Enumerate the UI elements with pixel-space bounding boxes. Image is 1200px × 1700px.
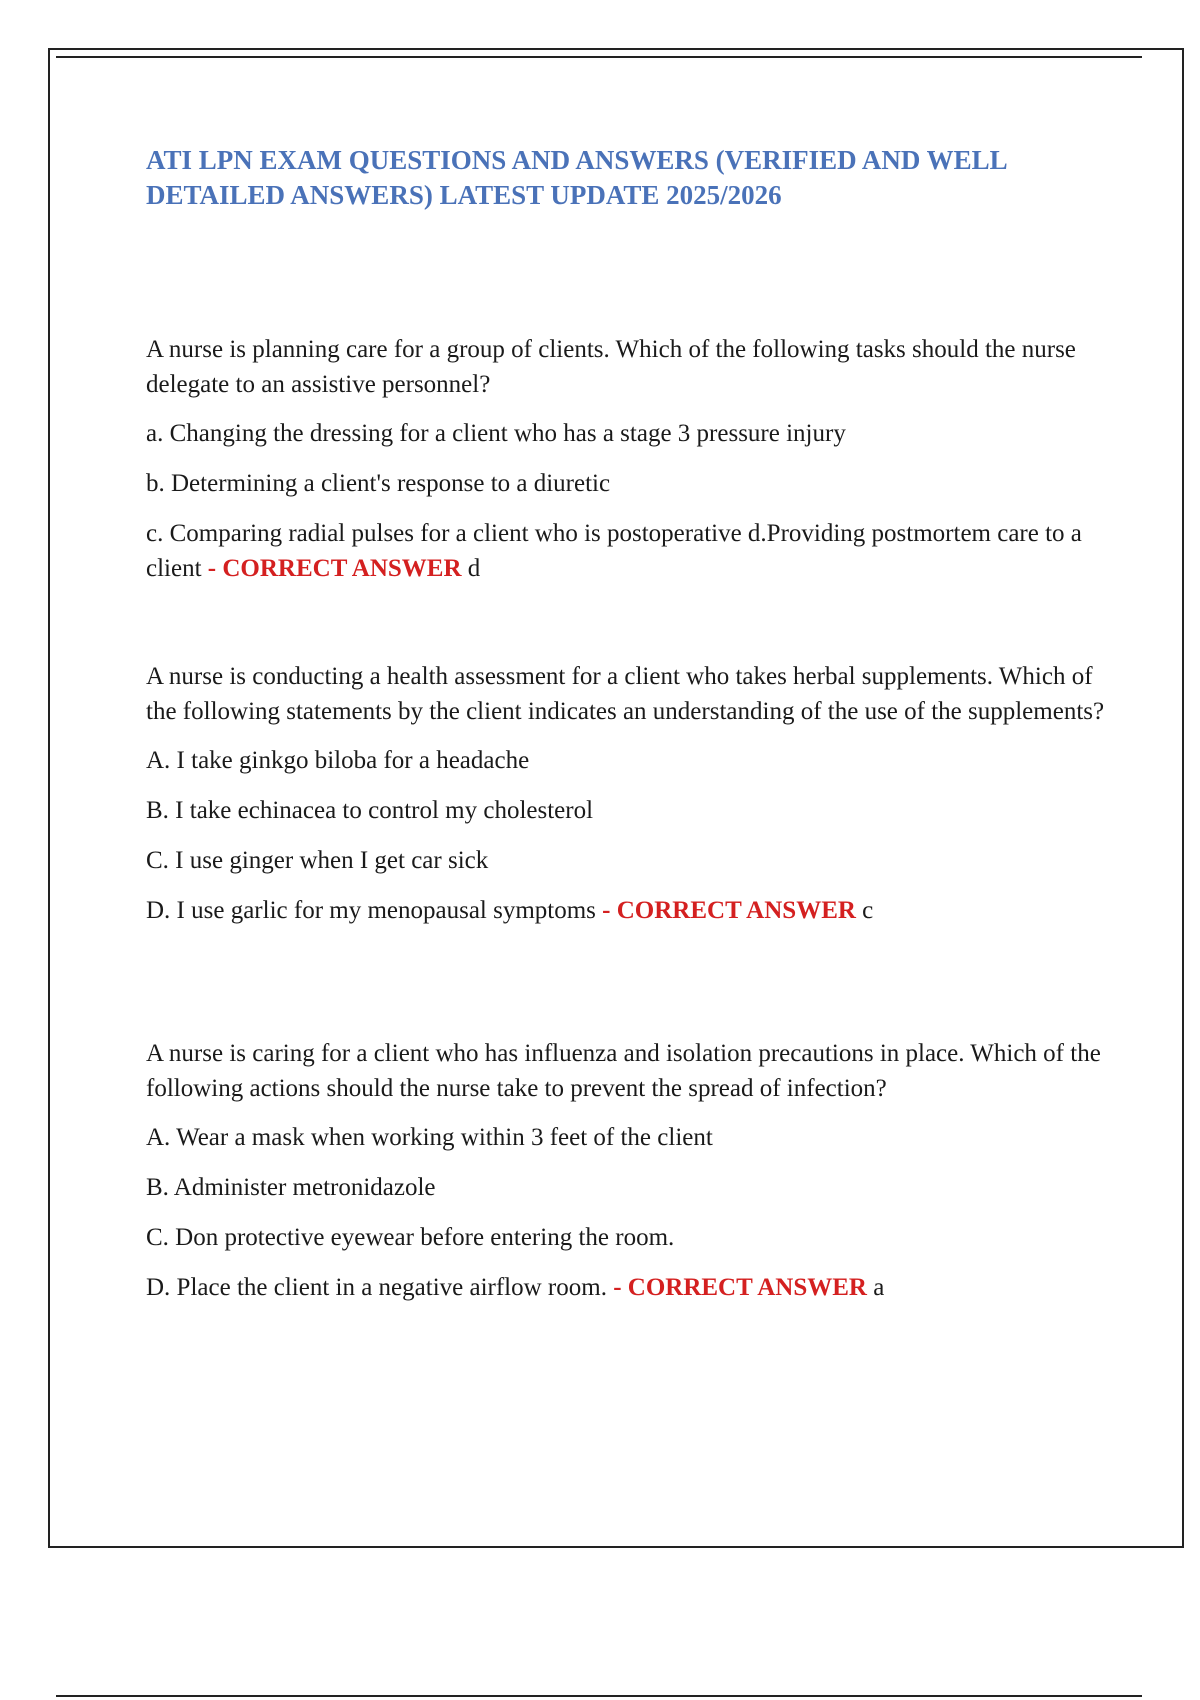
correct-answer-value: d	[467, 555, 481, 582]
answer-option: a. Changing the dressing for a client who has a stage 3 pressure injury	[146, 420, 846, 447]
answer-option-with-answer	[146, 893, 1106, 928]
answer-option: A. Wear a mask when working within 3 feet of the client	[146, 1124, 713, 1151]
correct-answer-label: - CORRECT ANSWER	[207, 555, 462, 582]
answer-option: C. Don protective eyewear before entering the room.	[146, 1224, 675, 1251]
question-block-2	[146, 659, 1106, 943]
question-block-1	[146, 332, 1106, 601]
answer-option-with-answer	[146, 516, 1106, 586]
correct-answer-value: a	[873, 1274, 885, 1301]
answer-option: b. Determining a client's response to a diuretic	[146, 470, 611, 497]
answer-option: A. I take ginkgo biloba for a headache	[146, 747, 530, 774]
correct-answer-label: - CORRECT ANSWER	[602, 897, 856, 924]
top-divider	[56, 56, 1142, 58]
document-title: ATI LPN EXAM QUESTIONS AND ANSWERS (VERIFIED AND WELL DETAILED ANSWERS) LATEST UPDATE 2025/2026	[146, 145, 1007, 210]
answer-option: B. I take echinacea to control my cholesterol	[146, 797, 594, 824]
question-text: A nurse is caring for a client who has influenza and isolation precautions in place. Which of the following actions should the nurse take to prevent the spread of infection?	[146, 1040, 1101, 1102]
bottom-divider	[56, 1695, 1142, 1697]
option-text: c. Comparing radial pulses for a client who is postoperative d.Providing postmortem care to a client	[146, 520, 1082, 582]
question-text: A nurse is planning care for a group of clients. Which of the following tasks should the nurse delegate to an assistive personnel?	[146, 336, 1076, 398]
option-text: D. Place the client in a negative airflow room.	[146, 1274, 607, 1301]
question-text: A nurse is conducting a health assessment for a client who takes herbal supplements. Which of the following statements by the client indicates an understanding of the use of the supplements?	[146, 663, 1105, 725]
correct-answer-value: c	[862, 897, 874, 924]
question-block-3	[146, 1036, 1106, 1320]
answer-option: B. Administer metronidazole	[146, 1174, 436, 1201]
correct-answer-label: - CORRECT ANSWER	[613, 1274, 867, 1301]
answer-option-with-answer	[146, 1270, 1106, 1305]
answer-option: C. I use ginger when I get car sick	[146, 847, 489, 874]
option-text: D. I use garlic for my menopausal symptoms	[146, 897, 596, 924]
